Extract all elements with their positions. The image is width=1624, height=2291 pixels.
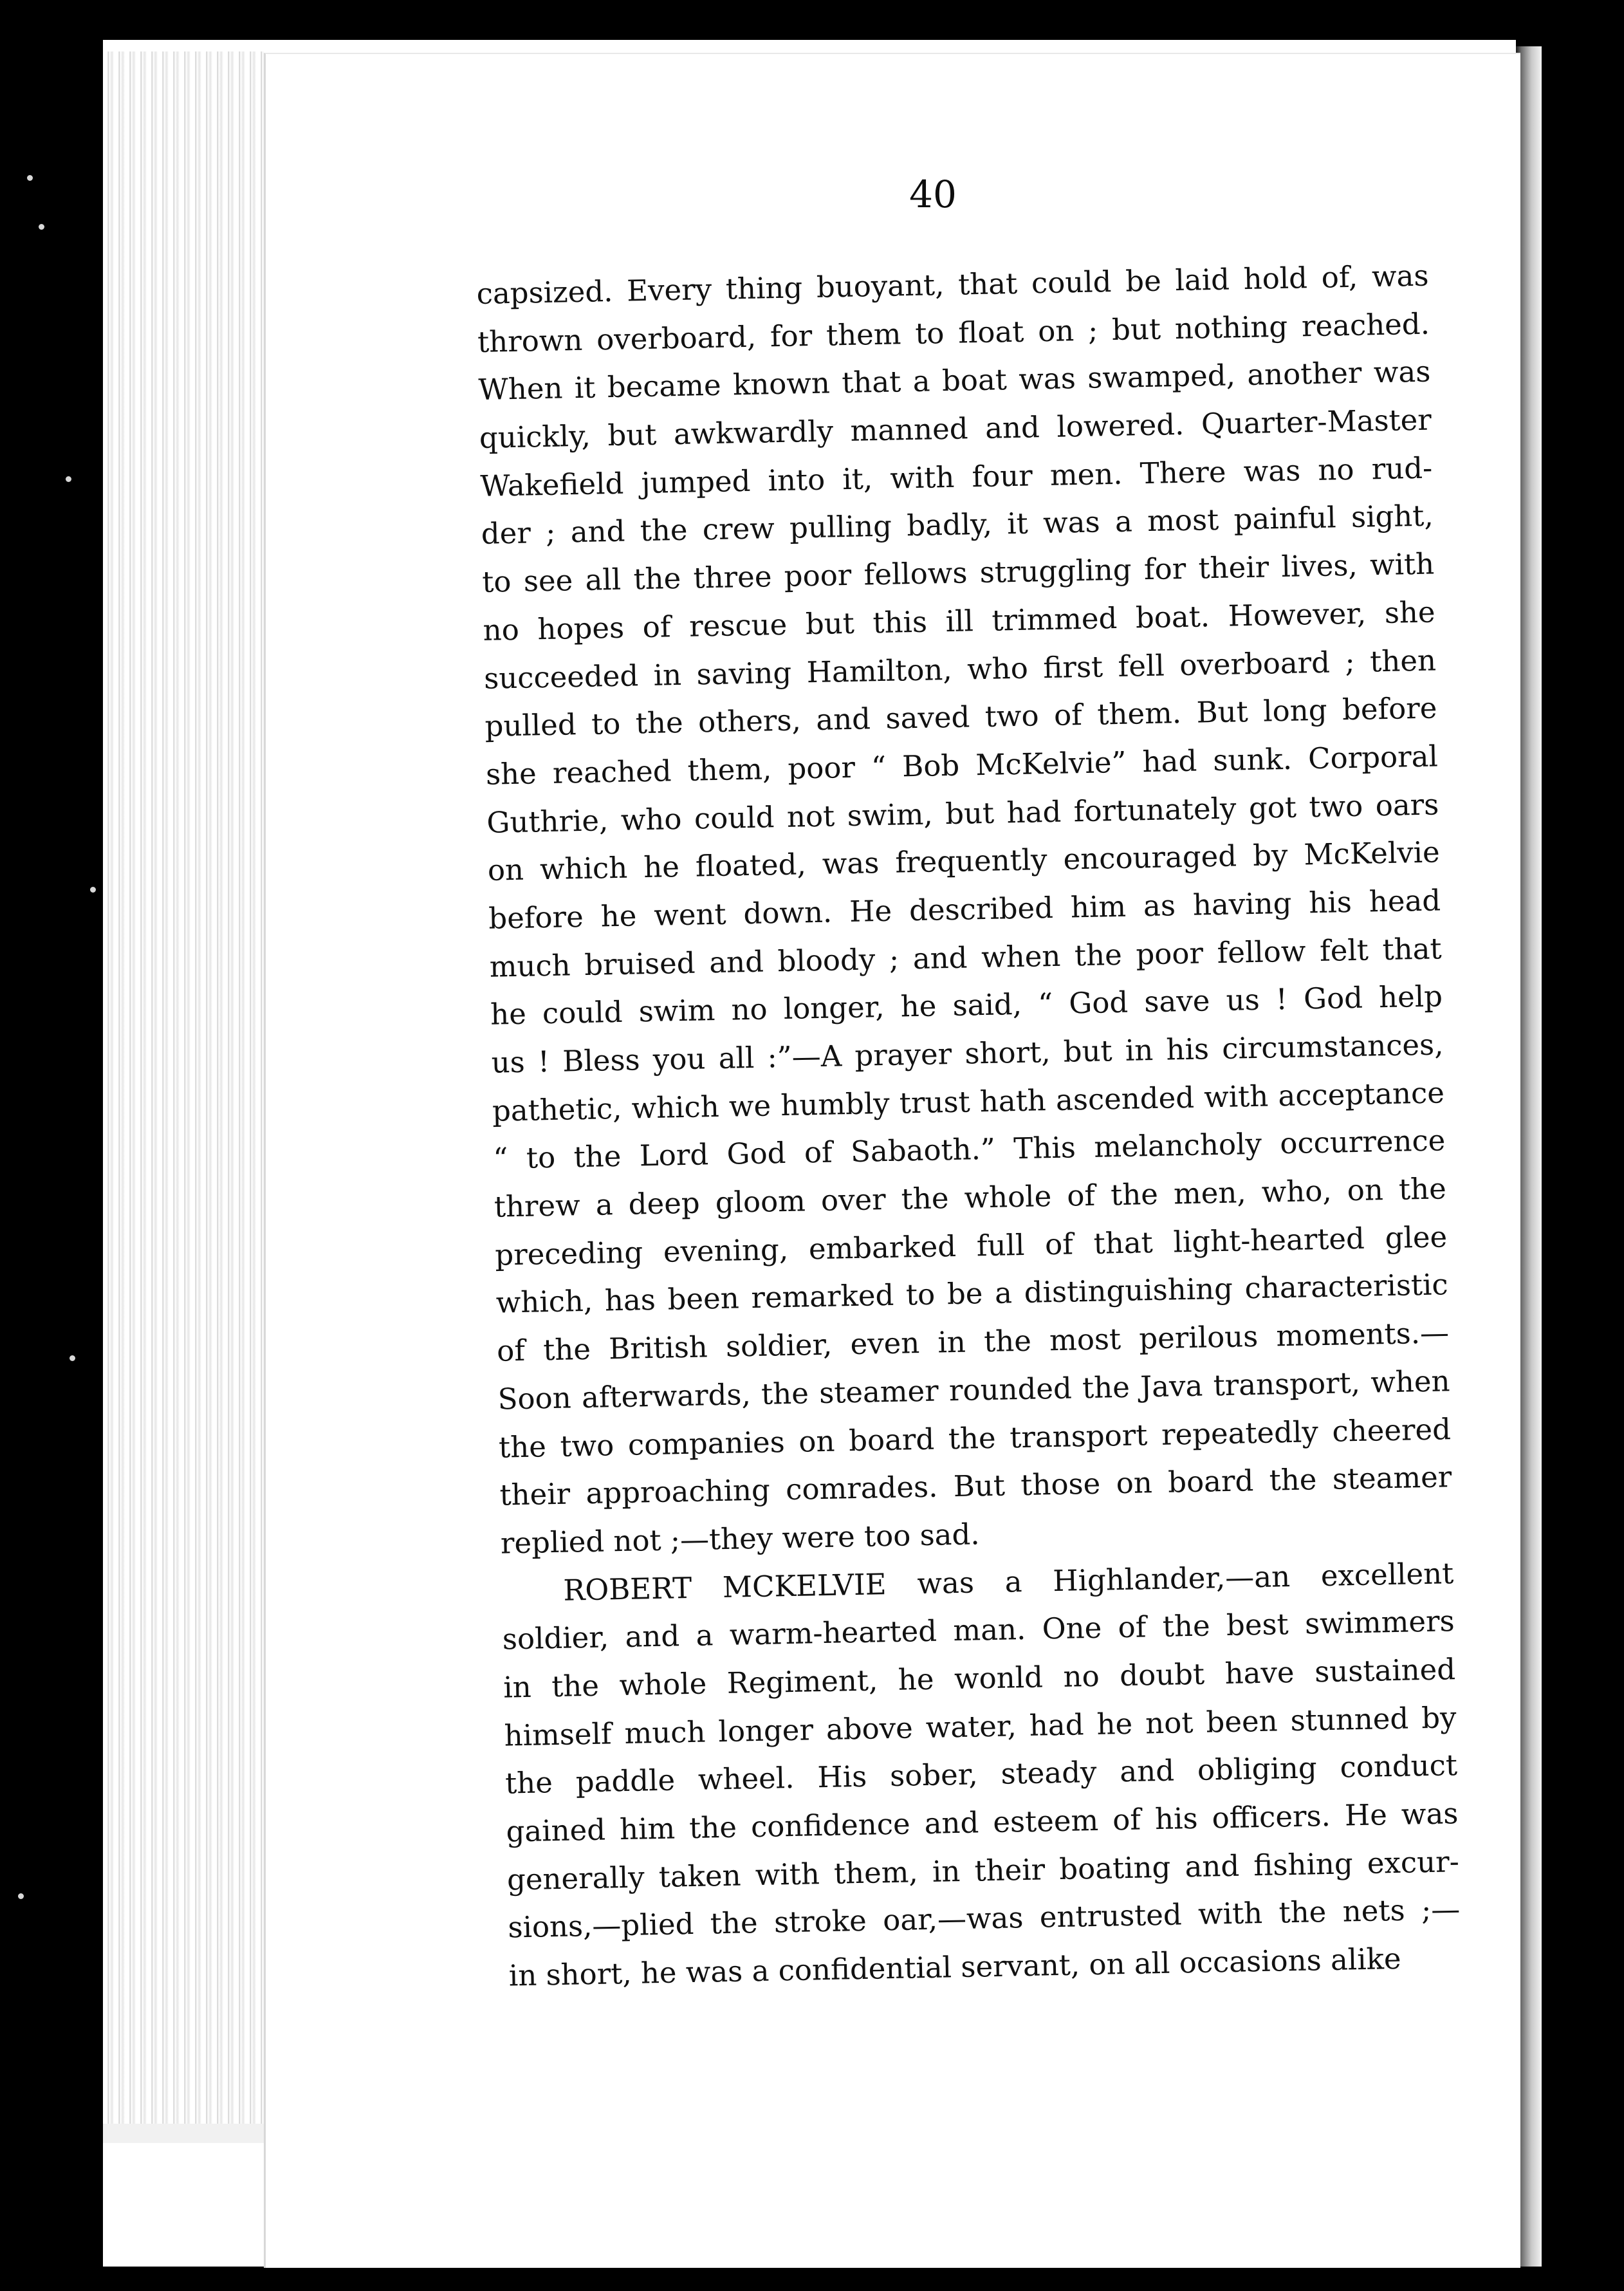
text-line: preceding evening, embarked full of that light-hearted glee <box>494 1220 1448 1272</box>
text-line: When it became known that a boat was swamped, another was <box>478 354 1431 407</box>
text-line: which, has been remarked to be a distinguishing characteristic <box>495 1267 1449 1321</box>
scan-speck <box>39 224 44 230</box>
scan-speck <box>66 476 71 482</box>
text-line: pathetic, which we humbly trust hath ascended with acceptance <box>492 1075 1445 1128</box>
text-line: on which he floated, was frequently encouraged by McKelvie <box>487 835 1441 888</box>
text-line: quickly, but awkwardly manned and lowered. Quarter-Master <box>479 402 1432 456</box>
text-line: in the whole Regiment, he wonld no doubt have sustained <box>503 1652 1456 1705</box>
text-line: thrown overboard, for them to float on ; but nothing reached. <box>477 306 1430 359</box>
paragraph <box>501 1550 1462 2000</box>
text-line: in short, he was a confidential servant, on all occasions alike <box>508 1941 1401 1993</box>
text-line: threw a deep gloom over the whole of the men, who, on the <box>494 1171 1447 1224</box>
text-line: the two companies on board the transport repeatedly cheered <box>498 1411 1452 1465</box>
text-line: succeeded in saving Hamilton, who first fell overboard ; then <box>483 642 1437 696</box>
text-line: sions,—plied the stroke oar,—was entrusted with the nets ;— <box>507 1892 1461 1945</box>
scan-speck <box>27 175 33 181</box>
text-line: us ! Bless you all :”—A prayer short, but in his circumstances, <box>491 1027 1444 1080</box>
text-line: much bruised and bloody ; and when the poor fellow felt that <box>489 931 1443 984</box>
text-line: no hopes of rescue but this ill trimmed boat. However, she <box>483 595 1435 647</box>
scan-speck <box>69 1355 75 1361</box>
text-line: Wakefield jumped into it, with four men. There was no rud- <box>479 450 1433 503</box>
text-line: to see all the three poor fellows struggling for their lives, with <box>481 546 1435 600</box>
page-stack-bottom <box>103 2124 270 2143</box>
scan-speck <box>18 1893 24 1899</box>
text-line: their approaching comrades. But those on board the steamer <box>499 1460 1452 1512</box>
body-text <box>476 252 1461 2001</box>
text-line: der ; and the crew pulling badly, it was a most painful sight, <box>481 498 1434 552</box>
text-line: generally taken with them, in their boating and fishing excur- <box>506 1844 1460 1897</box>
page-number: 40 <box>909 172 957 216</box>
scan-speck <box>90 887 96 893</box>
text-line: Soon afterwards, the steamer rounded the Java transport, when <box>497 1364 1450 1416</box>
text-line: ROBERT MCKELVIE was a Highlander,—an excellent <box>562 1555 1454 1608</box>
text-line: replied not ;—they were too sad. <box>500 1517 981 1561</box>
text-line: gained him the confidence and esteem of his officers. He was <box>506 1796 1459 1849</box>
paragraph <box>476 252 1453 1568</box>
page-stack-edges <box>103 51 264 2130</box>
text-line: “ to the Lord God of Sabaoth.” This melancholy occurrence <box>493 1123 1446 1176</box>
text-line: himself much longer above water, had he not been stunned by <box>504 1700 1457 1753</box>
text-line: Guthrie, who could not swim, but had fortunately got two oars <box>486 786 1439 840</box>
text-line: pulled to the others, and saved two of them. But long before <box>484 691 1437 744</box>
text-line: before he went down. He described him as having his head <box>488 883 1441 936</box>
text-line: capsized. Every thing buoyant, that could be laid hold of, was <box>476 258 1429 311</box>
text-line: the paddle wheel. His sober, steady and obliging conduct <box>504 1748 1458 1801</box>
text-line: of the British soldier, even in the most perilous moments.— <box>496 1315 1450 1368</box>
text-line: soldier, and a warm-hearted man. One of the best swimmers <box>502 1604 1455 1656</box>
text-line: he could swim no longer, he said, “ God save us ! God help <box>490 979 1443 1032</box>
text-line: she reached them, poor “ Bob McKelvie” had sunk. Corporal <box>485 739 1439 792</box>
